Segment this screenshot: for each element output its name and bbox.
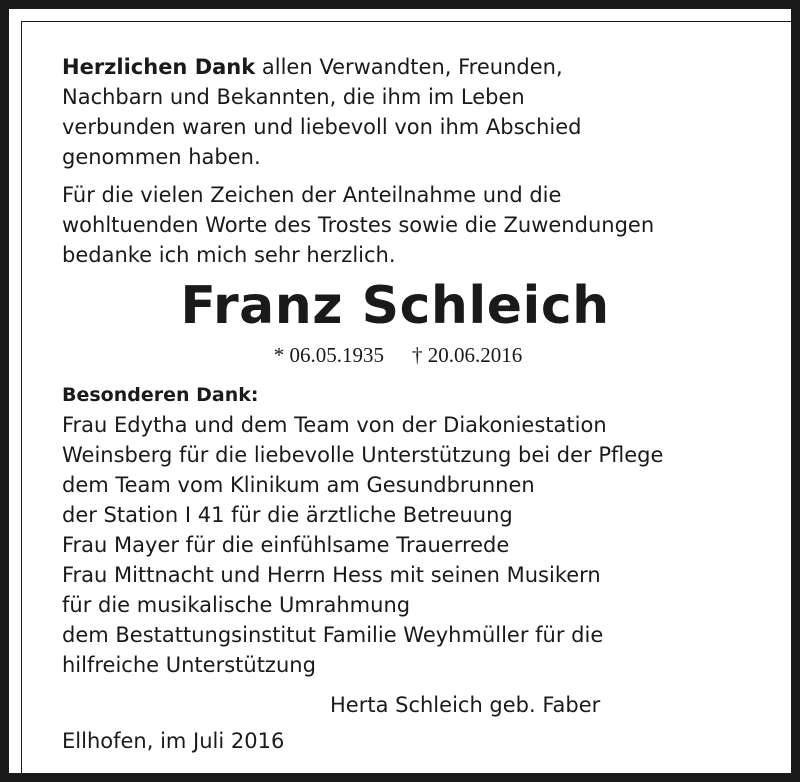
birth-date: * 06.05.1935 [273, 343, 384, 367]
list-item: der Station I 41 für die ärztliche Betreuung [62, 503, 513, 527]
notice-content [62, 52, 742, 756]
list-item: dem Team vom Klinikum am Gesundbrunnen [62, 473, 535, 497]
deceased-name: Franz Schleich [180, 276, 610, 336]
special-thanks-heading: Besonderen Dank: [62, 384, 259, 406]
list-item: für die musikalische Umrahmung [62, 593, 411, 617]
intro-line: Nachbarn und Bekannten, die ihm im Leben [62, 85, 525, 109]
death-date: † 20.06.2016 [412, 343, 523, 367]
intro-bold: Herzlichen Dank [62, 55, 256, 79]
list-item: Frau Mittnacht und Herrn Hess mit seinen Musikern [62, 563, 601, 587]
thanks-line: bedanke ich mich sehr herzlich. [62, 243, 396, 267]
list-item: Frau Mayer für die einfühlsame Trauerrede [62, 533, 510, 557]
special-thanks-list [62, 410, 742, 680]
list-item: Frau Edytha und dem Team von der Diakoniestation [62, 413, 607, 437]
list-item: Weinsberg für die liebevolle Unterstützung bei der Pflege [62, 443, 664, 467]
thanks-line: Für die vielen Zeichen der Anteilnahme und die [62, 183, 562, 207]
list-item: hilfreiche Unterstützung [62, 653, 316, 677]
place-date: Ellhofen, im Juli 2016 [62, 729, 285, 753]
intro-paragraph [62, 52, 742, 172]
intro-line: verbunden waren und liebevoll von ihm Abschied [62, 115, 582, 139]
signer-name: Herta Schleich geb. Faber [330, 693, 601, 717]
intro-rest: allen Verwandten, Freunden, [255, 55, 563, 79]
intro-line: genommen haben. [62, 145, 261, 169]
thanks-line: wohltuenden Worte des Trostes sowie die Zuwendungen [62, 213, 655, 237]
thanks-paragraph [62, 180, 742, 270]
list-item: dem Bestattungsinstitut Familie Weyhmüller für die [62, 623, 604, 647]
life-dates [54, 340, 742, 370]
